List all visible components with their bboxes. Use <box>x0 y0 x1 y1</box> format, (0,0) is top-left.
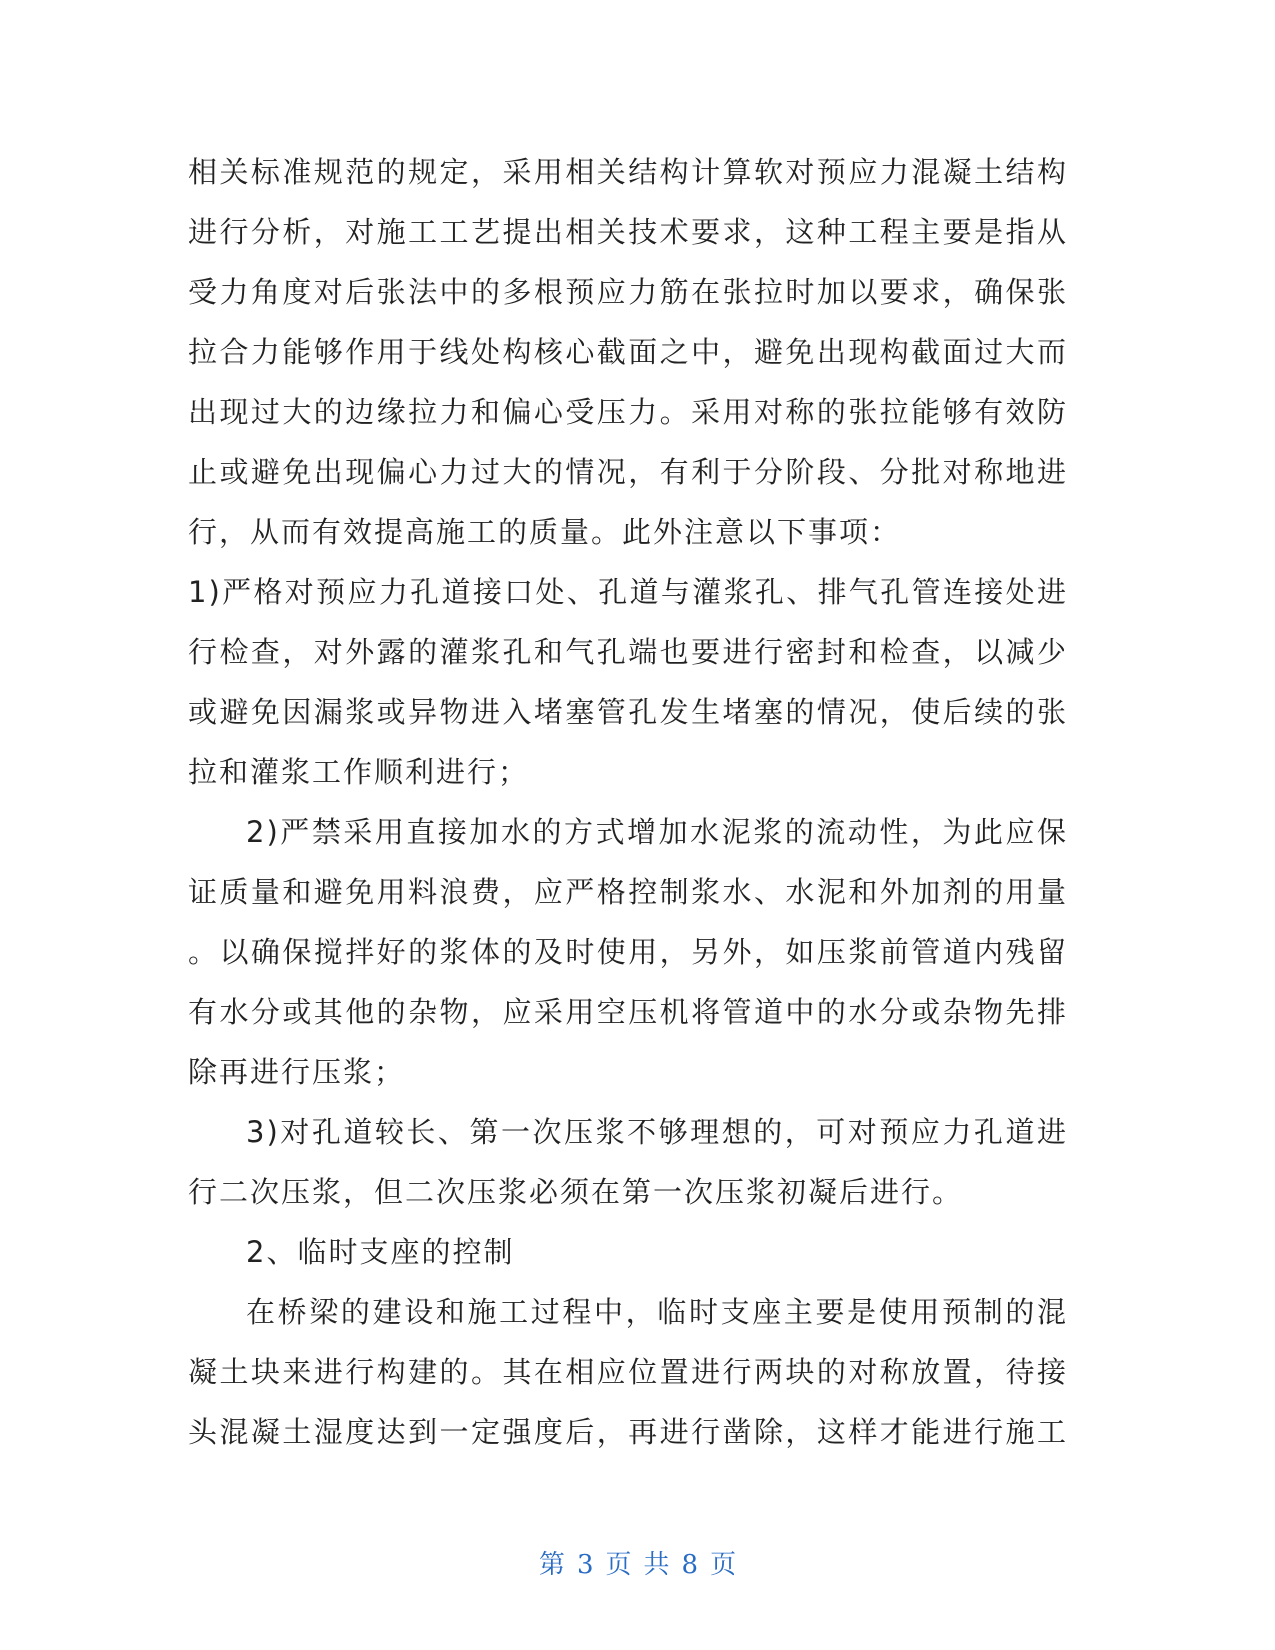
footer-current-page: 3 <box>576 1550 594 1580</box>
text-line: 行检查，对外露的灌浆孔和气孔端也要进行密封和检查，以减少 <box>188 635 1068 669</box>
text-line: 止或避免出现偏心力过大的情况，有利于分阶段、分批对称地进 <box>188 455 1068 489</box>
text-line: 凝土块来进行构建的。其在相应位置进行两块的对称放置，待接 <box>188 1355 1068 1389</box>
text-line: 证质量和避免用料浪费，应严格控制浆水、水泥和外加剂的用量 <box>188 875 1068 909</box>
footer-total-word: 共 <box>643 1550 670 1580</box>
footer-page-word: 页 <box>605 1550 632 1580</box>
text-line: 头混凝土湿度达到一定强度后，再进行凿除，这样才能进行施工 <box>188 1415 1068 1449</box>
section-heading: 2、临时支座的控制 <box>246 1235 515 1269</box>
text-line: 。以确保搅拌好的浆体的及时使用，另外，如压浆前管道内残留 <box>188 935 1068 969</box>
text-line: 相关标准规范的规定，采用相关结构计算软对预应力混凝土结构 <box>188 155 1068 189</box>
text-line: 出现过大的边缘拉力和偏心受压力。采用对称的张拉能够有效防 <box>188 395 1068 429</box>
text-line: 进行分析，对施工工艺提出相关技术要求，这种工程主要是指从 <box>188 215 1068 249</box>
text-line: 行，从而有效提高施工的质量。此外注意以下事项： <box>188 515 902 549</box>
footer-suffix: 页 <box>710 1550 737 1580</box>
text-line: 3)对孔道较长、第一次压浆不够理想的，可对预应力孔道进 <box>246 1115 1068 1149</box>
text-line: 有水分或其他的杂物，应采用空压机将管道中的水分或杂物先排 <box>188 995 1068 1029</box>
text-line: 1)严格对预应力孔道接口处、孔道与灌浆孔、排气孔管连接处进 <box>188 575 1068 609</box>
text-line: 拉和灌浆工作顺利进行； <box>188 755 530 789</box>
text-line: 行二次压浆，但二次压浆必须在第一次压浆初凝后进行。 <box>188 1175 964 1209</box>
text-line: 2)严禁采用直接加水的方式增加水泥浆的流动性，为此应保 <box>246 815 1068 849</box>
text-line: 或避免因漏浆或异物进入堵塞管孔发生堵塞的情况，使后续的张 <box>188 695 1068 729</box>
text-line: 除再进行压浆； <box>188 1055 406 1089</box>
body-text <box>188 142 1068 1462</box>
text-line: 在桥梁的建设和施工过程中，临时支座主要是使用预制的混 <box>246 1295 1068 1329</box>
page-footer <box>0 1544 1275 1581</box>
footer-total-pages: 8 <box>681 1550 699 1580</box>
footer-prefix: 第 <box>538 1550 565 1580</box>
text-line: 拉合力能够作用于线处构核心截面之中，避免出现构截面过大而 <box>188 335 1068 369</box>
text-line: 受力角度对后张法中的多根预应力筋在张拉时加以要求，确保张 <box>188 275 1068 309</box>
